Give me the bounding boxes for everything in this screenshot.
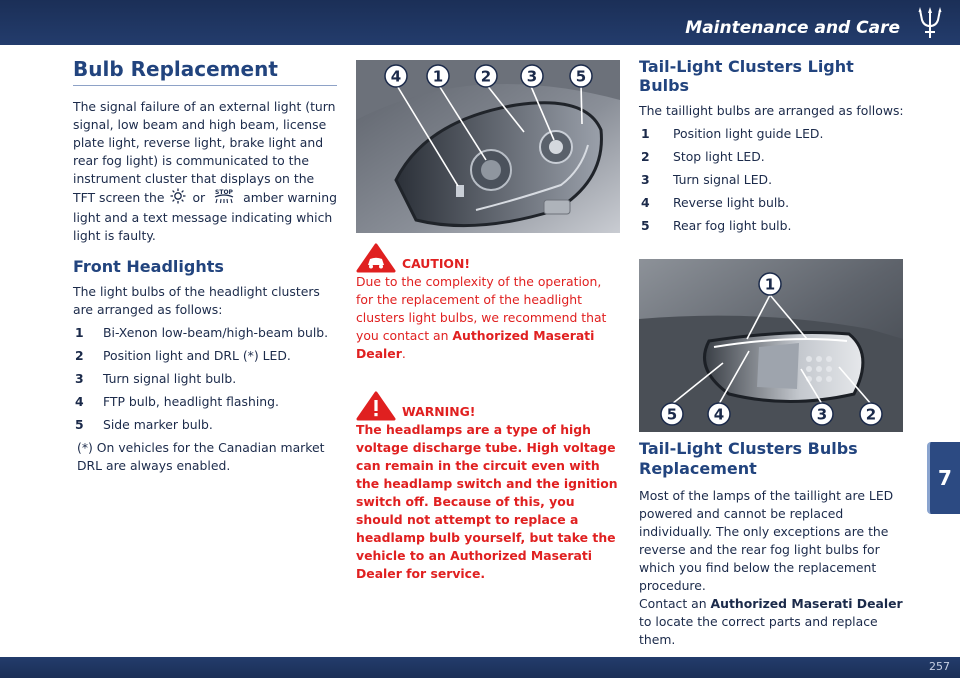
page-number: 257 (929, 660, 950, 673)
right-column (639, 57, 905, 649)
section-title: Maintenance and Care (685, 18, 900, 38)
front-headlights-list (73, 324, 337, 434)
drl-note: (*) On vehicles for the Canadian market DRL are always enabled. (77, 440, 325, 473)
tail-replacement-contact: Contact an Authorized Maserati Dealer to locate the correct parts and replace them. (639, 596, 903, 647)
caution-notice (356, 243, 620, 363)
middle-column (356, 60, 620, 583)
list-item: 4 Reverse light bulb. (641, 195, 790, 210)
caution-dealer: Authorized Maserati Dealer (356, 328, 595, 361)
list-item: 3 Turn signal light bulb. (75, 371, 237, 386)
warning-notice (356, 391, 620, 583)
tail-light-bulbs-intro: The taillight bulbs are arranged as follows: (639, 103, 904, 118)
tail-light-bulbs-list (639, 125, 905, 235)
taillight-callout-4: 4 (713, 405, 725, 424)
page-header-bar (0, 0, 960, 45)
headlight-cluster-image (356, 60, 620, 233)
list-item: 2 Position light and DRL (*) LED. (75, 348, 291, 363)
taillight-callout-3: 3 (816, 405, 828, 424)
stop-light-warning-icon (211, 188, 237, 209)
chapter-tab: 7 (927, 442, 960, 514)
bulb-replacement-heading: Bulb Replacement (73, 57, 337, 86)
warning-triangle-icon (356, 391, 396, 421)
trident-logo-icon (914, 6, 946, 40)
exterior-light-warning-icon (170, 188, 186, 209)
tail-light-bulbs-heading: Tail-Light Clusters Light Bulbs (639, 57, 854, 95)
caution-title: CAUTION! (402, 256, 470, 271)
taillight-cluster-image (639, 259, 903, 432)
tail-replacement-heading: Tail-Light Clusters Bulbs Replacement (639, 439, 858, 478)
warning-text: The headlamps are a type of high voltage discharge tube. High voltage can remain in the circuit even with the headlamp switch and the ignition switch off. Because of this, you should not attempt to replace a headlamp bulb yourself, but take the vehicle to an Authorized Maserati Dealer for service. (356, 422, 618, 581)
tail-replacement-text: Most of the lamps of the taillight are LED powered and cannot be replaced individually. The only exceptions are the reverse and the rear fog light bulbs for which you find below the replacement procedure. (639, 488, 894, 593)
front-headlights-intro: The light bulbs of the headlight clusters are arranged as follows: (73, 284, 320, 317)
taillight-callout-5: 5 (666, 405, 678, 424)
headlight-callout-2: 2 (480, 67, 492, 86)
stop-icon-label: STOP (215, 189, 234, 196)
headlight-callout-3: 3 (526, 67, 538, 86)
taillight-callout-2: 2 (865, 405, 877, 424)
list-item: 1 Bi-Xenon low-beam/high-beam bulb. (75, 325, 329, 340)
list-item: 4 FTP bulb, headlight flashing. (75, 394, 279, 409)
bulb-replacement-intro: The signal failure of an external light (turn signal, low beam and high beam, license plate light, reverse light, brake light and rear fog light) is communicated to the instrument cluster that displays on the TFT screen the or STOP amber warning light and a text message indicating which light is faulty. (73, 99, 337, 243)
headlight-callout-4: 4 (390, 67, 402, 86)
list-item: 2 Stop light LED. (641, 149, 765, 164)
page-footer-bar (0, 657, 960, 678)
caution-car-triangle-icon (356, 243, 396, 273)
headlight-callout-5: 5 (575, 67, 587, 86)
taillight-callout-1: 1 (764, 275, 776, 294)
warning-title: WARNING! (402, 404, 476, 419)
list-item: 1 Position light guide LED. (641, 126, 824, 141)
list-item: 5 Side marker bulb. (75, 417, 213, 432)
headlight-callout-1: 1 (432, 67, 444, 86)
tail-replacement-dealer: Authorized Maserati Dealer (710, 596, 903, 611)
left-column (73, 57, 337, 475)
front-headlights-heading: Front Headlights (73, 257, 224, 276)
list-item: 3 Turn signal LED. (641, 172, 773, 187)
list-item: 5 Rear fog light bulb. (641, 218, 792, 233)
caution-text: Due to the complexity of the operation, for the replacement of the headlight clusters light bulbs, we recommend that you contact an Authorized Maserati Dealer. (356, 274, 607, 361)
